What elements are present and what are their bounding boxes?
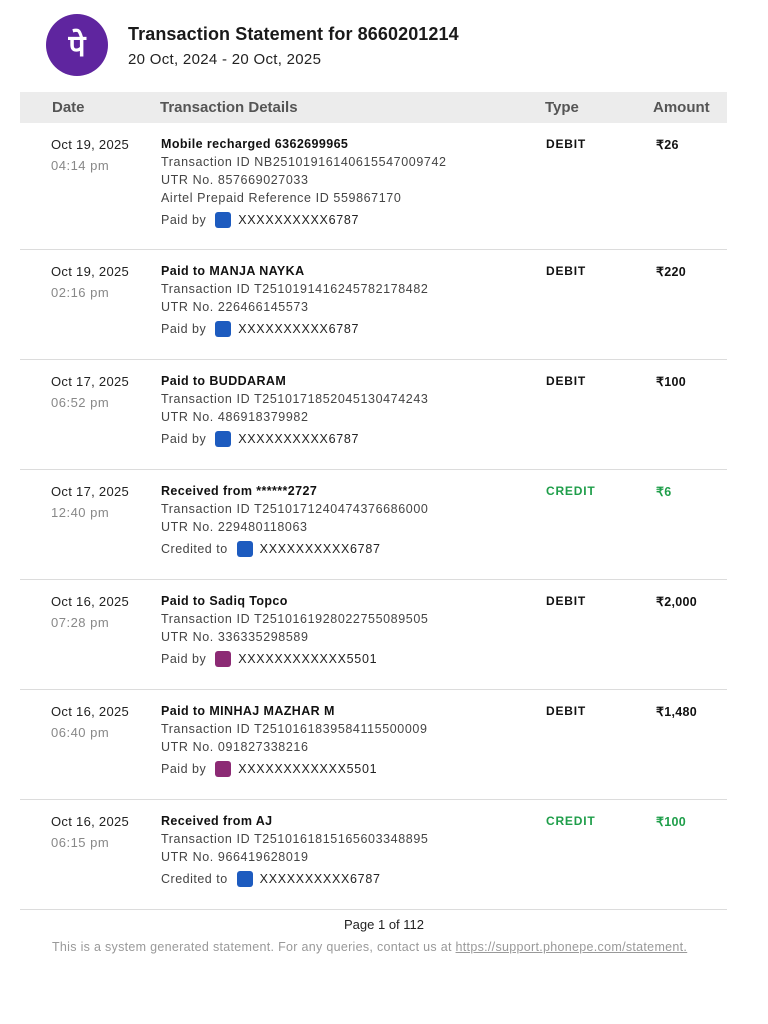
transaction-amount: ₹1,480	[656, 705, 698, 719]
transaction-id: Transaction ID NB25101916140615547009742	[161, 155, 447, 169]
transaction-amount: ₹26	[656, 138, 679, 152]
transaction-title: Paid to Sadiq Topco	[161, 594, 288, 608]
paid-label: Paid by	[161, 762, 207, 776]
transaction-time: 06:40 pm	[51, 725, 110, 740]
bank-blue-icon	[215, 212, 231, 228]
credited-label: Credited to	[161, 872, 228, 886]
transaction-details	[161, 704, 428, 777]
footer-note-text: This is a system generated statement. For any queries, contact us at	[52, 940, 456, 954]
transaction-id: Transaction ID T2510171852045130474243	[161, 392, 429, 406]
transaction-date: Oct 17, 2025	[51, 374, 130, 389]
payment-account	[161, 651, 428, 667]
transaction-date: Oct 17, 2025	[51, 484, 130, 499]
transaction-date: Oct 16, 2025	[51, 594, 130, 609]
transaction-time: 12:40 pm	[51, 505, 110, 520]
transaction-id: Transaction ID T2510161928022755089505	[161, 612, 429, 626]
transaction-utr: UTR No. 336335298589	[161, 630, 309, 644]
transaction-title: Paid to BUDDARAM	[161, 374, 287, 388]
transaction-utr: UTR No. 091827338216	[161, 740, 309, 754]
transaction-title: Paid to MANJA NAYKA	[161, 264, 305, 278]
transaction-row	[20, 360, 727, 470]
phonepe-logo-icon	[46, 14, 108, 76]
bank-blue-icon	[237, 871, 253, 887]
bank-blue-icon	[215, 321, 231, 337]
transaction-amount: ₹100	[656, 375, 687, 389]
column-header-details: Transaction Details	[160, 99, 298, 116]
transaction-time: 06:15 pm	[51, 835, 110, 850]
account-number: XXXXXXXXXX6787	[238, 213, 360, 227]
transaction-row	[20, 800, 727, 910]
statement-title: Transaction Statement for 8660201214	[128, 24, 459, 44]
column-header-amount: Amount	[653, 99, 710, 116]
transaction-date: Oct 16, 2025	[51, 814, 130, 829]
bank-purple-icon	[215, 761, 231, 777]
transaction-date: Oct 16, 2025	[51, 704, 130, 719]
transaction-utr: UTR No. 226466145573	[161, 300, 309, 314]
transaction-utr: UTR No. 486918379982	[161, 410, 309, 424]
payment-account	[161, 871, 428, 887]
transaction-title: Received from ******2727	[161, 484, 318, 498]
bank-blue-icon	[237, 541, 253, 557]
payment-account	[161, 212, 447, 228]
transaction-row	[20, 580, 727, 690]
statement-header	[46, 14, 726, 76]
account-number: XXXXXXXXXX6787	[259, 872, 381, 886]
account-number: XXXXXXXXXX6787	[259, 542, 381, 556]
transaction-type: CREDIT	[546, 484, 596, 498]
paid-label: Paid by	[161, 432, 207, 446]
transaction-id: Transaction ID T2510191416245782178482	[161, 282, 429, 296]
payment-account	[161, 321, 428, 337]
paid-label: Paid by	[161, 322, 207, 336]
transaction-row	[20, 250, 727, 360]
table-header	[20, 92, 727, 123]
svg-text:पे: पे	[68, 29, 86, 64]
transaction-details	[161, 484, 428, 557]
transaction-id: Transaction ID T2510161839584115500009	[161, 722, 428, 736]
transaction-utr: UTR No. 229480118063	[161, 520, 308, 534]
transaction-details	[161, 264, 428, 337]
transaction-list	[20, 123, 727, 910]
transaction-date: Oct 19, 2025	[51, 137, 130, 152]
transaction-type: DEBIT	[546, 704, 586, 718]
transaction-id: Transaction ID T2510161815165603348895	[161, 832, 429, 846]
transaction-date: Oct 19, 2025	[51, 264, 130, 279]
transaction-time: 07:28 pm	[51, 615, 110, 630]
account-number: XXXXXXXXXXXX5501	[238, 652, 378, 666]
column-header-date: Date	[52, 99, 85, 116]
footer-note	[52, 940, 687, 954]
payment-account	[161, 541, 428, 557]
account-number: XXXXXXXXXX6787	[238, 432, 360, 446]
transaction-time: 06:52 pm	[51, 395, 110, 410]
payment-account	[161, 761, 428, 777]
transaction-row	[20, 123, 727, 250]
paid-label: Paid by	[161, 652, 207, 666]
bank-blue-icon	[215, 431, 231, 447]
transaction-utr: UTR No. 857669027033	[161, 173, 309, 187]
transaction-title: Received from AJ	[161, 814, 273, 828]
transaction-row	[20, 690, 727, 800]
transaction-time: 04:14 pm	[51, 158, 110, 173]
transaction-title: Paid to MINHAJ MAZHAR M	[161, 704, 335, 718]
transaction-type: DEBIT	[546, 594, 586, 608]
transaction-amount: ₹100	[656, 815, 687, 829]
page-number: Page 1 of 112	[344, 917, 424, 932]
bank-purple-icon	[215, 651, 231, 667]
transaction-amount: ₹6	[656, 485, 672, 499]
statement-date-range: 20 Oct, 2024 - 20 Oct, 2025	[128, 51, 322, 68]
transaction-reference: Airtel Prepaid Reference ID 559867170	[161, 191, 402, 205]
transaction-details	[161, 814, 428, 887]
account-number: XXXXXXXXXXXX5501	[238, 762, 378, 776]
transaction-type: DEBIT	[546, 374, 586, 388]
transaction-utr: UTR No. 966419628019	[161, 850, 309, 864]
account-number: XXXXXXXXXX6787	[238, 322, 360, 336]
transaction-details	[161, 374, 428, 447]
transaction-title: Mobile recharged 6362699965	[161, 137, 349, 151]
transaction-type: DEBIT	[546, 137, 586, 151]
credited-label: Credited to	[161, 542, 228, 556]
transaction-row	[20, 470, 727, 580]
payment-account	[161, 431, 428, 447]
transaction-type: CREDIT	[546, 814, 596, 828]
transaction-id: Transaction ID T2510171240474376686000	[161, 502, 429, 516]
transaction-type: DEBIT	[546, 264, 586, 278]
transaction-details	[161, 594, 428, 667]
transaction-amount: ₹220	[656, 265, 687, 279]
transaction-amount: ₹2,000	[656, 595, 698, 609]
transaction-time: 02:16 pm	[51, 285, 110, 300]
support-link[interactable]: https://support.phonepe.com/statement.	[455, 940, 688, 954]
column-header-type: Type	[545, 99, 579, 116]
paid-label: Paid by	[161, 213, 207, 227]
transaction-details	[161, 137, 447, 228]
